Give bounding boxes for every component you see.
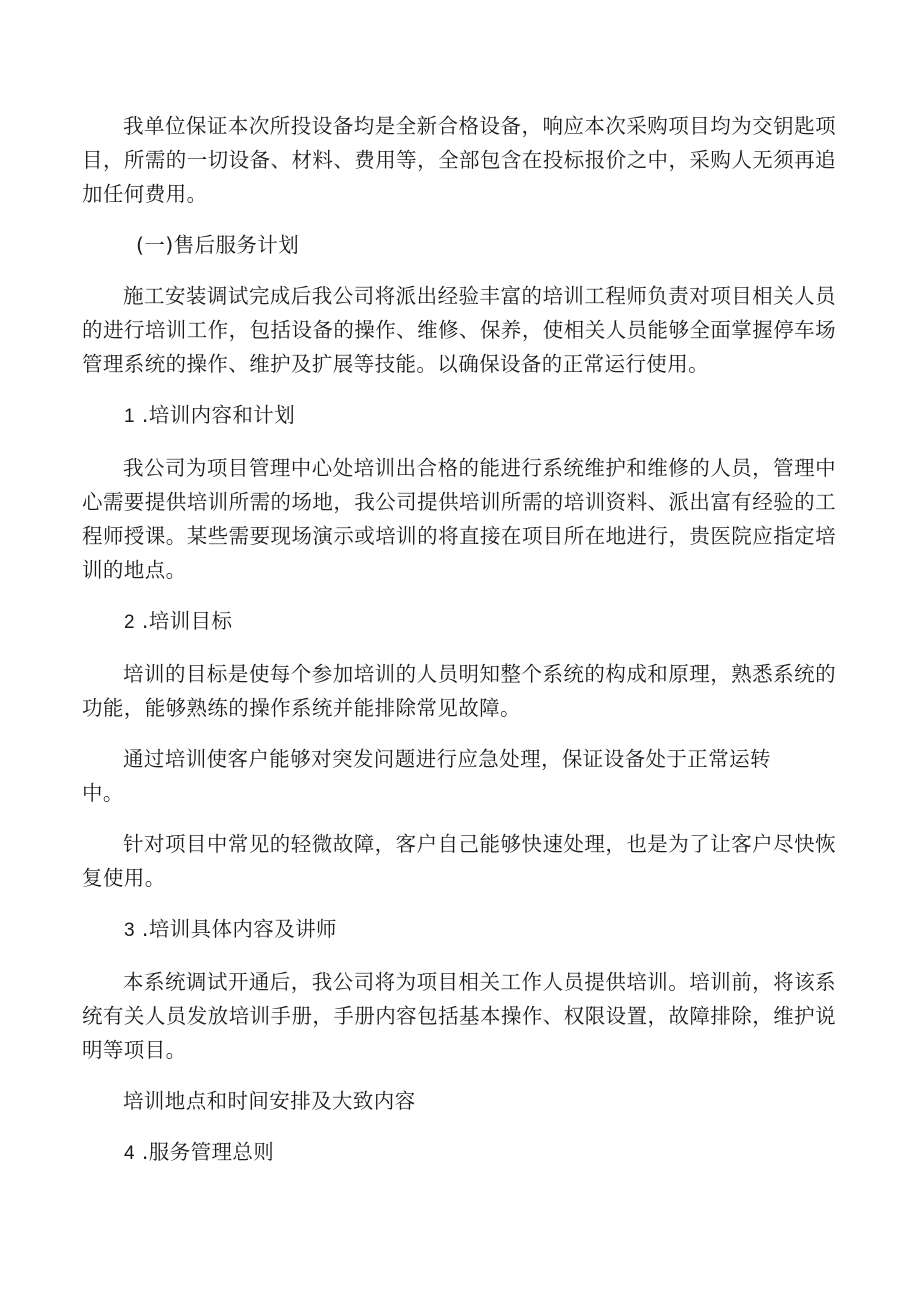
heading-text: .服务管理总则 — [141, 1140, 275, 1164]
heading-training-goal — [82, 604, 836, 640]
paragraph-minor-faults: 针对项目中常见的轻微故障，客户自己能够快速处理，也是为了让客户尽快恢复使用。 — [82, 832, 836, 890]
heading-training-details-lecturer — [82, 912, 836, 948]
document-page — [82, 109, 836, 1188]
paragraph-training-manual: 本系统调试开通后，我公司将为项目相关工作人员提供培训。培训前，将该系统有关人员发放培训手册，手册内容包括基本操作、权限设置，故障排除，维护说明等项目。 — [82, 970, 836, 1062]
paragraph-training-venue: 我公司为项目管理中心处培训出合格的能进行系统维护和维修的人员，管理中心需要提供培训所需的场地，我公司提供培训所需的培训资料、派出富有经验的工程师授课。某些需要现场演示或培训的将直接在项目所在地进行，贵医院应指定培训的地点。 — [82, 456, 836, 582]
paragraph-training-goal: 培训的目标是使每个参加培训的人员明知整个系统的构成和原理，熟悉系统的功能，能够熟练的操作系统并能排除常见故障。 — [82, 662, 836, 720]
heading-training-content-plan — [82, 398, 836, 434]
heading-text: .培训目标 — [141, 609, 233, 633]
heading-number: 1 — [124, 406, 135, 427]
heading-service-management — [82, 1135, 836, 1171]
heading-number: 3 — [124, 920, 135, 941]
heading-number: 4 — [124, 1143, 135, 1164]
heading-text: .培训内容和计划 — [141, 403, 296, 427]
paragraph-equipment-guarantee: 我单位保证本次所投设备均是全新合格设备，响应本次采购项目均为交钥匙项目，所需的一切设备、材料、费用等，全部包含在投标报价之中，采购人无须再追加任何费用。 — [82, 114, 836, 206]
heading-text: .培训具体内容及讲师 — [141, 917, 337, 941]
paragraph-training-engineer: 施工安装调试完成后我公司将派出经验丰富的培训工程师负责对项目相关人员的进行培训工作，包括设备的操作、维修、保养，使相关人员能够全面掌握停车场管理系统的操作、维护及扩展等技能。以确保设备的正常运行使用。 — [82, 284, 836, 376]
section-heading-after-sales-plan: (一)售后服务计划 — [136, 233, 300, 257]
paragraph-training-schedule: 培训地点和时间安排及大致内容 — [123, 1089, 416, 1113]
paragraph-emergency-handling: 通过培训使客户能够对突发问题进行应急处理，保证设备处于正常运转中。 — [82, 747, 771, 805]
heading-number: 2 — [124, 612, 135, 633]
